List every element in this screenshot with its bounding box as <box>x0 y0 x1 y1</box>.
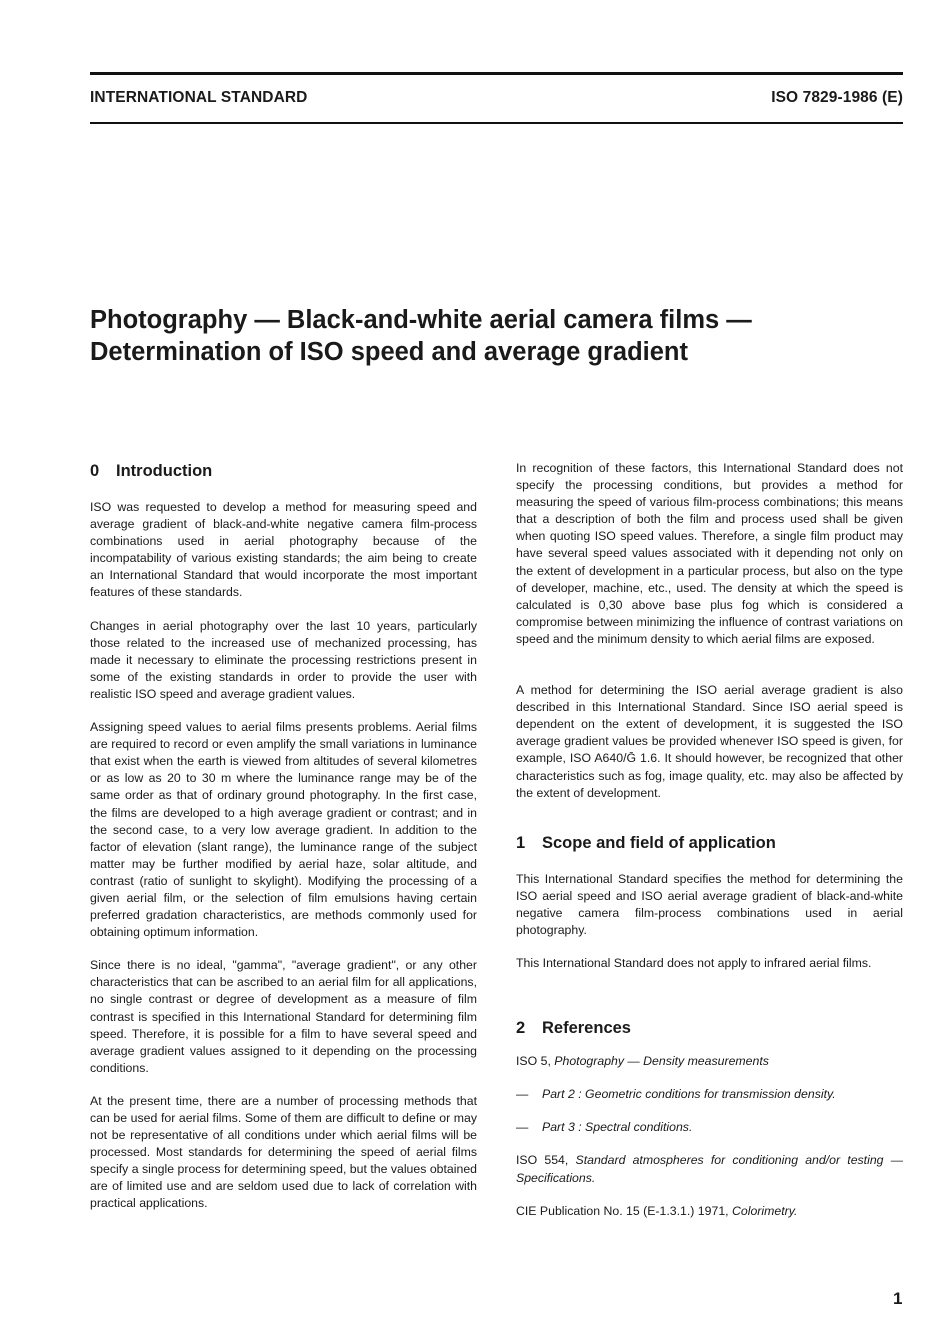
reference-iso-554 <box>516 1152 903 1186</box>
reference-part-title: Part 3 : Spectral conditions. <box>542 1120 693 1135</box>
section-number: 0 <box>90 462 100 480</box>
reference-code: ISO 5, <box>516 1054 551 1069</box>
reference-part <box>516 1086 903 1103</box>
reference-cie-15 <box>516 1203 903 1220</box>
intro-paragraph-7: A method for determining the ISO aerial average gradient is also described in this International Standard. Since ISO aerial speed is dependent on the extent of development, it is suggested the ISO average gradient values be provided whenever ISO speed is given, for example, ISO A640/Ḡ 1.6. It should however, be recognized that other characteristics such as fog, image quality, etc. may also be affected by the extent of development. <box>516 683 903 800</box>
reference-part <box>516 1119 903 1136</box>
list-dash: — <box>516 1087 529 1102</box>
scope-paragraph-2: This International Standard does not apply to infrared aerial films. <box>516 956 872 971</box>
reference-iso-5 <box>516 1053 903 1070</box>
intro-paragraph-2: Changes in aerial photography over the last 10 years, particularly those related to the increased use of mechanized processing, has made it necessary to eliminate the processing restrictions present in some of the existing standards in order to provide the user with realistic ISO speed and average gradient values. <box>90 618 477 701</box>
reference-code: CIE Publication No. 15 (E-1.3.1.) 1971, <box>516 1203 729 1218</box>
reference-part-title: Part 2 : Geometric conditions for transmission density. <box>542 1087 836 1102</box>
section-heading-introduction <box>90 460 477 482</box>
title-line-2: Determination of ISO speed and average gradient <box>90 338 688 366</box>
reference-title: Standard atmospheres for conditioning and/or testing — Specifications. <box>516 1153 903 1185</box>
intro-paragraph-6: In recognition of these factors, this International Standard does not specify the processing conditions, but provides a method for measuring the speed of various film-process combinations; this means that a description of both the film and process used shall be given when quoting ISO speed values. Therefore, a single film product may have several speed values associated with it depending not only on the extent of development in a particular process, but also on the type of developer, machine, etc., used. The density at which the speed is calculated is 0,30 above base plus fog which is considered a compromise between minimizing the influence of contrast variations on speed and the minimum density to which aerial films are exposed. <box>516 461 903 646</box>
standard-number: ISO 7829-1986 (E) <box>771 89 903 106</box>
scope-paragraph-1: This International Standard specifies the method for determining the ISO aerial speed and ISO aerial average gradient of black-and-white negative camera film-process combinations used in aerial photography. <box>516 871 903 937</box>
intro-paragraph-5: At the present time, there are a number of processing methods that can be used for aerial films. Some of them are difficult to define or may not be representative of all conditions under which aerial films will be processed. Most standards for determining the speed of aerial films specify a single process for determining speed, but the values obtained are of limited use and are seldom used due to lack of correlation with practical applications. <box>90 1093 477 1211</box>
page-number: 1 <box>893 1289 903 1308</box>
header-rule-bottom <box>90 122 903 124</box>
intro-paragraph-1: ISO was requested to develop a method for measuring speed and average gradient of black-and-white negative camera film-process combinations used in aerial photography because of the incompatability of various existing standards; the aim being to create an International Standard that would incorporate the most important features of these standards. <box>90 500 477 600</box>
reference-code: ISO 554, <box>516 1153 569 1168</box>
document-type-label: INTERNATIONAL STANDARD <box>90 89 308 106</box>
document-title <box>90 304 903 368</box>
left-column <box>90 460 477 1229</box>
right-column <box>516 460 903 1236</box>
section-title: Introduction <box>116 462 213 480</box>
section-heading-references <box>516 1017 903 1039</box>
section-number: 1 <box>516 833 526 852</box>
section-title: Scope and field of application <box>542 833 776 852</box>
intro-paragraph-4: Since there is no ideal, "gamma", "average gradient", or any other characteristics that can be ascribed to an aerial film for all applications, no single contrast or degree of development as a measure of film contrast is specified in this International Standard for determining film speed. Therefore, it is possible for a film to have several speed and average gradient values assigned to it depending on the processing conditions. <box>90 958 477 1075</box>
header-rule-top <box>90 72 903 75</box>
intro-paragraph-3: Assigning speed values to aerial films presents problems. Aerial films are required to record or even amplify the small variations in luminance that exist when the earth is viewed from altitudes of several kilometres or as low as 20 to 30 m where the luminance range may be of the same order as that of ordinary ground photography. In the first case, the films are developed to a high average gradient or contrast; and in the second case, to a very low average gradient. In addition to the factor of elevation (slant range), the luminance range of the subject matter may be further modified by aerial haze, solar altitude, and contrast (ratio of sunlight to skylight). Modifying the processing of a given aerial film, or the selection of film emulsions having certain preferred gradation characteristics, are methods commonly used for obtaining optimum information. <box>90 720 477 940</box>
title-line-1: Photography — Black-and-white aerial camera films — <box>90 306 752 334</box>
reference-title: Photography — Density measurements <box>554 1054 769 1069</box>
reference-title: Colorimetry. <box>732 1203 798 1218</box>
section-number: 2 <box>516 1019 526 1038</box>
section-title: References <box>542 1019 631 1038</box>
section-heading-scope <box>516 832 903 854</box>
list-dash: — <box>516 1120 529 1135</box>
